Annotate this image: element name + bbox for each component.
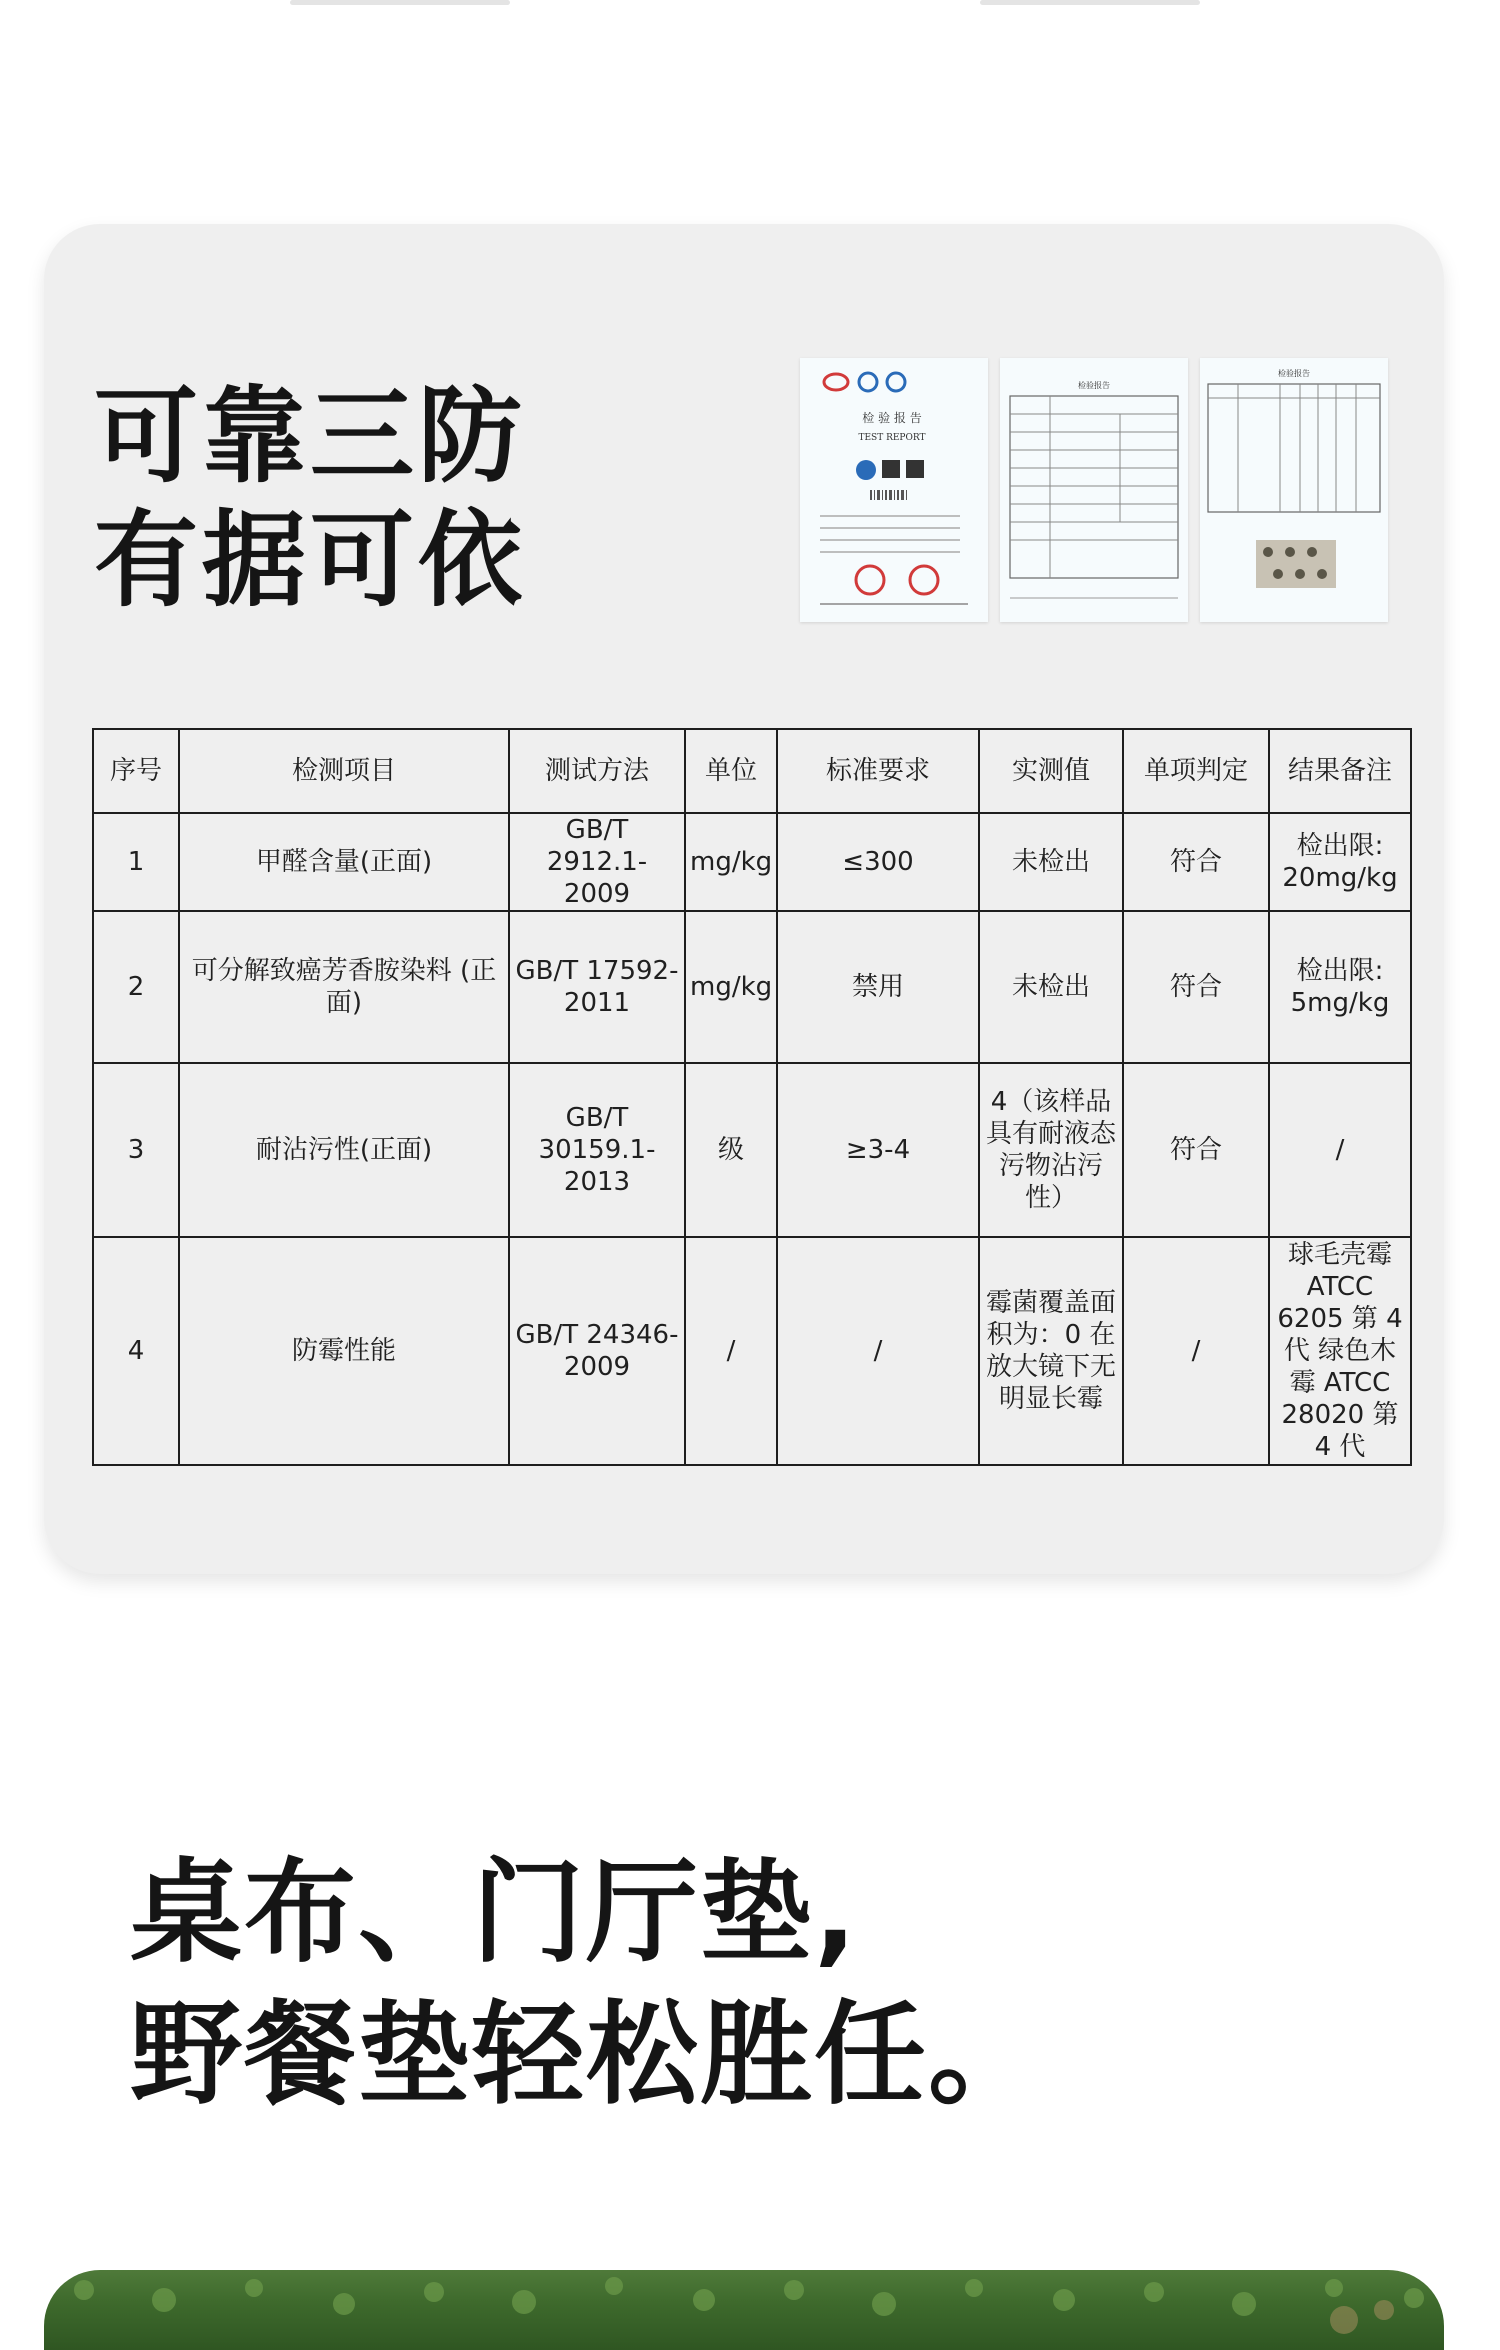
card-headline [94,374,526,622]
cell-remark: 检出限: 20mg/kg [1269,813,1411,911]
divider-segment [980,0,1200,5]
cell-no: 2 [93,911,179,1063]
cell-standard: 禁用 [777,911,979,1063]
seal-icon [856,460,876,480]
top-divider [0,0,1500,10]
table-row [93,911,1411,1063]
report-page-title: 检验报告 [1078,381,1110,390]
test-results-table [92,728,1412,1466]
cell-item: 可分解致癌芳香胺染料 (正面) [179,911,509,1063]
cell-unit: / [685,1237,777,1465]
cell-method: GB/T 17592-2011 [509,911,685,1063]
cell-method: GB/T 2912.1-2009 [509,813,685,911]
header-item: 检测项目 [179,729,509,813]
cell-measured: 未检出 [979,911,1123,1063]
cell-no: 1 [93,813,179,911]
slogan-line-1: 桌布、门厅垫, [130,1848,859,1978]
cell-standard: ≤300 [777,813,979,911]
report-cover-subtitle: TEST REPORT [858,433,926,443]
cell-remark: / [1269,1063,1411,1237]
report-page-graphic [1000,358,1188,622]
cell-verdict: / [1123,1237,1269,1465]
report-thumbnail-page-2[interactable] [1200,358,1388,622]
header-unit: 单位 [685,729,777,813]
header-standard: 标准要求 [777,729,979,813]
cell-verdict: 符合 [1123,911,1269,1063]
divider-segment [290,0,510,5]
cell-no: 3 [93,1063,179,1237]
cell-unit: 级 [685,1063,777,1237]
cell-item: 耐沾污性(正面) [179,1063,509,1237]
slogan-line-2: 野餐垫轻松胜任。 [130,1990,1042,2120]
table-row [93,1063,1411,1237]
cell-remark: 球毛壳霉 ATCC 6205 第 4 代 绿色木霉 ATCC 28020 第 4 代 [1269,1237,1411,1465]
cell-standard: / [777,1237,979,1465]
headline-line-1: 可靠三防 [94,375,527,497]
cell-measured: 未检出 [979,813,1123,911]
table-header-row [93,729,1411,813]
cell-method: GB/T 30159.1-2013 [509,1063,685,1237]
report-thumbnail-cover[interactable] [800,358,988,622]
cell-item: 防霉性能 [179,1237,509,1465]
lawn-photo [44,2270,1444,2350]
cell-remark: 检出限: 5mg/kg [1269,911,1411,1063]
report-cover-title: 检 验 报 告 [862,411,922,425]
cell-item: 甲醛含量(正面) [179,813,509,911]
headline-line-2: 有据可依 [94,499,527,621]
report-page-title: 检验报告 [1278,369,1310,378]
grass-texture-graphic [44,2270,1444,2350]
cell-standard: ≥3-4 [777,1063,979,1237]
qr-code-icon [906,460,924,478]
cell-method: GB/T 24346-2009 [509,1237,685,1465]
header-no: 序号 [93,729,179,813]
cell-measured: 4（该样品具有耐液态污物沾污性） [979,1063,1123,1237]
header-method: 测试方法 [509,729,685,813]
cell-unit: mg/kg [685,911,777,1063]
table-row [93,813,1411,911]
usage-slogan [130,1842,1042,2126]
report-sample-graphic [1200,358,1388,622]
cell-unit: mg/kg [685,813,777,911]
cell-verdict: 符合 [1123,1063,1269,1237]
cell-measured: 霉菌覆盖面积为：0 在放大镜下无明显长霉 [979,1237,1123,1465]
table-row [93,1237,1411,1465]
test-report-card [44,224,1444,1574]
report-thumbnail-page-1[interactable] [1000,358,1188,622]
header-remark: 结果备注 [1269,729,1411,813]
cell-no: 4 [93,1237,179,1465]
cell-verdict: 符合 [1123,813,1269,911]
header-verdict: 单项判定 [1123,729,1269,813]
header-measured: 实测值 [979,729,1123,813]
report-thumbnails [800,358,1394,622]
qr-code-icon [882,460,900,478]
report-cover-graphic [800,358,988,622]
